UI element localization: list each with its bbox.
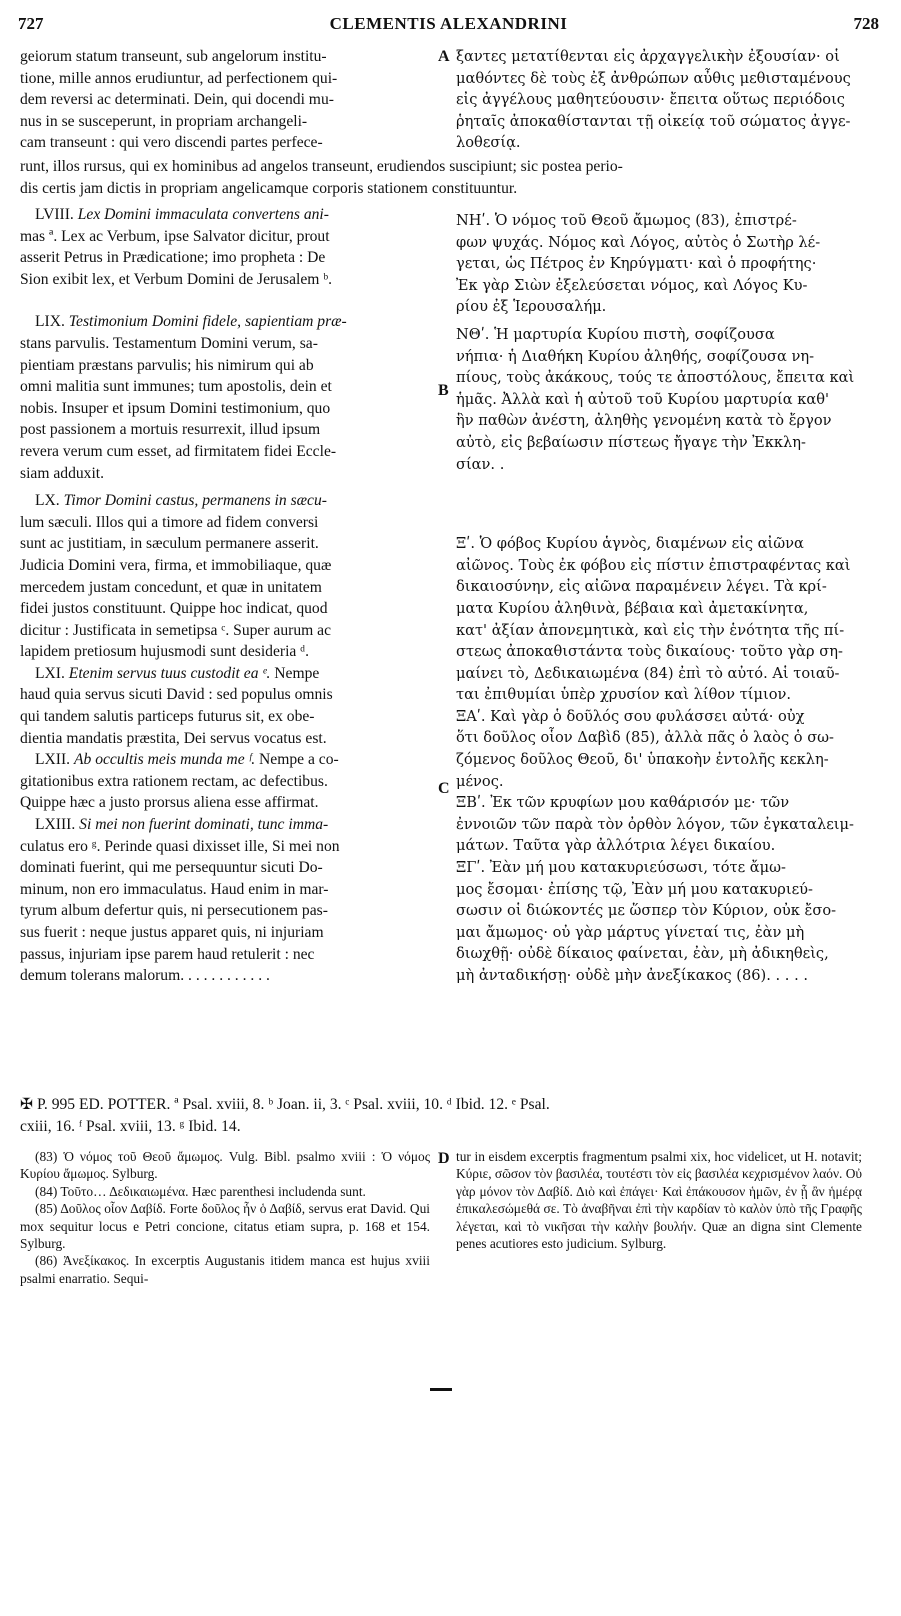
section-heading: Si mei non fuerint dominati, tunc imma- (79, 816, 329, 834)
text-line: culatus ero ᵍ. Perinde quasi dixisset ille, Si mei non (20, 837, 340, 855)
text-line: σίαν. . (456, 455, 505, 473)
section-heading: Lex Domini immaculata convertens ani- (77, 206, 329, 223)
section-heading: Ab occultis meis munda me ᶠ. (73, 751, 256, 769)
end-rule (430, 1388, 452, 1391)
text-line: Judicia Domini vera, firma, et immobiliaque, quæ (20, 556, 332, 574)
text-line: ξαντες μετατίθενται εἰς ἀρχαγγελικὴν ἐξουσίαν· οἱ (456, 48, 840, 65)
running-header (18, 14, 879, 42)
note-83: (83) Ὁ νόμος τοῦ Θεοῦ ἄμωμος. Vulg. Bibl. psalmo xviii : Ὁ νόμος Κυρίου ἄμωμος. Sylburg. (20, 1149, 430, 1182)
section-xa (456, 706, 862, 792)
text-line: ἡμᾶς. Ἀλλὰ καὶ ἡ αὐτοῦ τοῦ Κυρίου μαρτυρία καθ' (456, 390, 830, 408)
section-heading-tail: Nempe (270, 664, 320, 682)
text-line: μὴ ἀνταδικήσῃ· οὐδὲ μὴν ἀνεξίκακος (86). . . . . (456, 967, 808, 984)
running-title: CLEMENTIS ALEXANDRINI (329, 14, 568, 33)
greek-column (456, 210, 862, 987)
text-line: nobis. Insuper et ipsum Domini testimonium, quo (20, 399, 331, 417)
notes-right (456, 1148, 862, 1252)
text-line: passus, injuriam ipse parem haud retulerit : nec (20, 945, 315, 963)
text-line: cam transeunt : qui vero discendi partes perfece- (20, 134, 323, 152)
section-lviii (20, 204, 434, 290)
text-line: gitationibus extra rationem rectam, ac defectibus. (20, 772, 328, 790)
section-lxii (20, 749, 434, 814)
section-number: LXIII. (35, 816, 76, 834)
text-line: Ξʹ. Ὁ φόβος Κυρίου ἁγνὸς, διαμένων εἰς αἰῶνα (456, 535, 804, 553)
text-line: haud quia servus sicuti David : sed populus omnis (20, 686, 333, 704)
text-line: φων ψυχάς. Νόμος καὶ Λόγος, αὐτὸς ὁ Σωτὴρ λέ- (456, 233, 821, 251)
text-line: ἣν παθὼν ἀνέστη, ἀληθὴς γενομένη κατὰ τὸ ἔργον (456, 412, 832, 430)
text-line: sunt ac justitiam, in sæculum permanere asserit. (20, 535, 319, 553)
text-line: geiorum statum transeunt, sub angelorum institu- (20, 48, 327, 65)
text-line: siam adduxit. (20, 464, 105, 482)
section-number: LXI. (35, 664, 65, 682)
text-line: dominati fuerint, qui me persequuntur sicuti Do- (20, 859, 323, 877)
text-line: tione, mille annos erudiuntur, ad perfectionem qui- (20, 69, 338, 87)
text-line: ὅτι δοῦλος οἷον Δαβὶδ (85), ἀλλὰ πᾶς ὁ λαὸς ὁ σω- (456, 729, 834, 747)
note-86-continued: tur in eisdem excerptis fragmentum psalmi xix, hoc videlicet, ut H. notavit; Κύριε, σῶσον τὸν βασιλέα, τουτέστι τὸν εἰς βασιλέα κεχρισμένον λαόν. Οὐ γὰρ μόνον τὸν Δαβίδ. Διὸ καὶ ἐπάγει· Καὶ ἐπάκουσον ἡμῶν, ἐν ᾗ ἂν ἡμέρᾳ ἐπικαλεσώμεθά σε. Τὸ ἀναβῆναι ἐπὶ τὴν καρδίαν τὸ καλὸν ὑπὸ τῆς Γραφῆς λέγεται, καὶ τὸ νικῆσαι τὴν καλὴν βουλήν. Quæ an digna sint Clemente penes acutiores esto judicium. Sylburg. (456, 1149, 862, 1252)
text-line: μάτων. Ταῦτα γὰρ ἀλλότρια λέγει δικαίου. (456, 837, 776, 855)
margin-marker-a: A (438, 48, 450, 65)
text-line: demum tolerans malorum. . . . . . . . . . . . (20, 967, 270, 985)
section-heading: Testimonium Domini fidele, sapientiam præ- (68, 313, 347, 331)
text-line: Quippe hæc a justo prorsus aliena esse affirmat. (20, 794, 319, 812)
page-number-right: 728 (853, 14, 879, 33)
note-84: (84) Τοῦτο… Δεδικαιωμένα. Hæc parenthesi includenda sunt. (35, 1183, 366, 1199)
text-line: minum, non ero immaculatus. Haud enim in mar- (20, 880, 329, 898)
text-line: lapidem pretiosum hujusmodi sunt desideria ᵈ. (20, 643, 309, 661)
text-line: ΞΓʹ. Ἐὰν μή μου κατακυριεύσωσι, τότε ἄμω- (456, 859, 786, 877)
text-line: omni malitia sunt immunes; tum apostolis, dein et (20, 378, 332, 396)
text-line: μένος. (456, 772, 504, 790)
text-line: ζόμενος δοῦλος Θεοῦ, δι' ὑπακοὴν ἐντολῆς κεκλη- (456, 751, 829, 769)
section-number: LIX. (35, 313, 65, 331)
notes-left (20, 1148, 430, 1287)
text-line: μαι ἄμωμος· οὐ γὰρ μάρτυς γίνεταί τις, ἐὰν μὴ (456, 923, 805, 941)
section-lxiii (20, 814, 434, 987)
section-x (456, 533, 862, 706)
text-line: ρίου ἐξ Ἱερουσαλήμ. (456, 298, 607, 316)
text-line: ΞΒʹ. Ἐκ τῶν κρυφίων μου καθάρισόν με· τῶν (456, 794, 790, 812)
text-line: fidei justos constituunt. Quippe hoc indicat, quod (20, 600, 328, 618)
text-line: ται ἐπιθυμίαι ὑπὲρ χρυσίον καὶ λίθον τίμιον. (456, 686, 791, 704)
text-line: dicitur : Justificata in semetipsa ᶜ. Super aurum ac (20, 621, 332, 639)
section-heading-tail: Nempe a co- (255, 751, 339, 769)
text-line: post passionem a mortuis resurrexit, illud ipsum (20, 421, 321, 439)
full-width-text (20, 156, 862, 199)
section-lx (20, 490, 434, 663)
text-line: μαθόντες δὲ τοὺς ἐξ ἀνθρώπων αὖθις μεθισταμένους (456, 69, 851, 87)
section-number: LX. (35, 492, 60, 510)
scripture-references (20, 1094, 862, 1137)
margin-marker-d: D (438, 1150, 450, 1167)
text-line: σωσιν οἱ διώκοντές με ὥσπερ τὸν Κύριον, οὐκ ἔσο- (456, 902, 837, 920)
text-line: Sion exibit lex, et Verbum Domini de Jerusalem ᵇ. (20, 270, 333, 288)
text-line: μος ἔσομαι· ἐπίσης τῷ, Ἐὰν μή μου κατακυριεύ- (456, 880, 813, 898)
latin-column-top (20, 46, 434, 154)
text-line: πίους, τοὺς ἀκάκους, τούς τε ἀποστόλους, ἔπειτα καὶ (456, 369, 855, 387)
section-heading: Timor Domini castus, permanens in sæcu- (63, 492, 327, 510)
section-number: LVIII. (35, 206, 74, 223)
text-line: mercedem justam concedunt, et quæ in unitatem (20, 578, 322, 596)
margin-marker-c: C (438, 780, 450, 797)
text-line: εἰς ἀγγέλους μαθητεύουσιν· ἔπειτα οὕτως περιόδοις (456, 91, 845, 109)
text-line: γεται, ὡς Πέτρος ἐν Κηρύγματι· καὶ ὁ προφήτης· (456, 255, 817, 273)
text-line: qui tandem salutis particeps futurus sit, ex obe- (20, 708, 315, 726)
greek-column-top (456, 46, 862, 154)
text-line: sus fuerit : neque justus apparet quis, ni injuriam (20, 924, 324, 941)
text-line: ῥηταῖς ἀποκαθίστανται τῇ οἰκείᾳ τοῦ σώματος ἀγγε- (456, 112, 851, 130)
text-line: nus in se susceperunt, in propriam archangeli- (20, 112, 308, 130)
text-line: mas ª. Lex ac Verbum, ipse Salvator dicitur, prout (20, 227, 330, 245)
text-line: κατ' ἀξίαν ἀπονεμητικὰ, καὶ εἰς τὴν ἑνότητα τῆς πί- (456, 621, 845, 639)
text-line: αἰῶνος. Τοὺς ἐκ φόβου εἰς πίστιν ἐπιστραφέντας καὶ (456, 556, 851, 574)
margin-marker-b: B (438, 382, 449, 399)
section-nth (456, 324, 862, 475)
note-85: (85) Δοῦλος οἷον Δαβίδ. Forte δοῦλος ἦν ὁ Δαβίδ, servus erat David. Qui mox sequitur locus e Petri concione, citatus etiam supra, p. 168 et 154. Sylburg. (20, 1201, 430, 1252)
text-line: ΝΘʹ. Ἡ μαρτυρία Κυρίου πιστὴ, σοφίζουσα (456, 325, 775, 343)
text-line: lum sæculi. Illos qui a timore ad fidem conversi (20, 513, 319, 531)
text-line: λοθεσίᾳ. (456, 134, 521, 152)
text-line: dis certis jam dictis in propriam angelicamque corporis stationem constituuntur. (20, 179, 518, 197)
text-line: στεως ἀποκαθιστάντα τοὺς δικαίους· τοῦτο γὰρ ση- (456, 643, 843, 661)
text-line: dientia mandatis præstita, Dei servus vocatus est. (20, 729, 327, 747)
text-line: dem reversi ac determinati. Dein, qui docendi mu- (20, 91, 334, 109)
reference-line: ✠ P. 995 ED. POTTER. ª Psal. xviii, 8. ᵇ Joan. ii, 3. ᶜ Psal. xviii, 10. ᵈ Ibid. 12. ᵉ Psal. (20, 1096, 550, 1113)
text-line: pientiam præstans parvulis; his nimirum qui ab (20, 356, 314, 374)
section-heading: Etenim servus tuus custodit ea ᵉ. (68, 664, 271, 682)
text-line: μαίνει τὸ, Δεδικαιωμένα (84) ἐπὶ τὸ αὐτό. Αἱ τοιαῦ- (456, 664, 840, 682)
text-line: διωχθῇ· οὐδὲ δίκαιος φαίνεται, ἐὰν, μὴ ἀδικηθεὶς, (456, 945, 829, 963)
text-line: αὐτὸ, εἰς βεβαίωσιν πίστεως ἤγαγε τὴν Ἐκκλη- (456, 433, 806, 451)
text-line: revera verum cum esset, ad firmitatem fidei Eccle- (20, 442, 337, 460)
text-line: tyrum album defertur quis, ni persecutionem pas- (20, 902, 328, 920)
text-line: ἐννοιῶν τῶν παρὰ τὸν ὀρθὸν λόγον, τῶν ἐγκαταλειμ- (456, 815, 854, 833)
text-line: νήπια· ἡ Διαθήκη Κυρίου ἀληθής, σοφίζουσα νη- (456, 347, 815, 365)
note-86: (86) Ἀνεξίκακος. In excerptis Augustanis itidem manca est hujus xviii psalmi enarratio. Sequi- (20, 1253, 430, 1286)
text-line: asserit Petrus in Prædicatione; imo propheta : De (20, 249, 326, 267)
section-xg (456, 857, 862, 987)
text-line: runt, illos rursus, qui ex hominibus ad angelos transeunt, erudiendos suscipiunt; sic postea perio- (20, 158, 623, 175)
section-lix (20, 311, 434, 484)
section-lxi (20, 663, 434, 749)
text-line: stans parvulis. Testamentum Domini verum, sa- (20, 334, 318, 352)
reference-line: cxiii, 16. ᶠ Psal. xviii, 13. ᵍ Ibid. 14. (20, 1117, 241, 1135)
latin-column (20, 204, 434, 987)
text-line: ΞΑʹ. Καὶ γὰρ ὁ δοῦλός σου φυλάσσει αὐτά· οὐχ (456, 707, 805, 725)
text-line: ματα Κυρίου ἀληθινὰ, βέβαια καὶ ἀμετακίνητα, (456, 599, 809, 617)
page-number-left: 727 (18, 14, 44, 33)
section-number: LXII. (35, 751, 71, 769)
text-line: δικαιοσύνην, εἰς αἰῶνα παραμένειν λέγει. Τὰ κρί- (456, 578, 827, 596)
section-xb (456, 792, 862, 857)
text-line: Ἐκ γὰρ Σιὼν ἐξελεύσεται νόμος, καὶ Λόγος Κυ- (456, 276, 808, 294)
section-nh (456, 210, 862, 318)
text-line: ΝΗʹ. Ὁ νόμος τοῦ Θεοῦ ἄμωμος (83), ἐπιστρέ- (456, 212, 797, 229)
